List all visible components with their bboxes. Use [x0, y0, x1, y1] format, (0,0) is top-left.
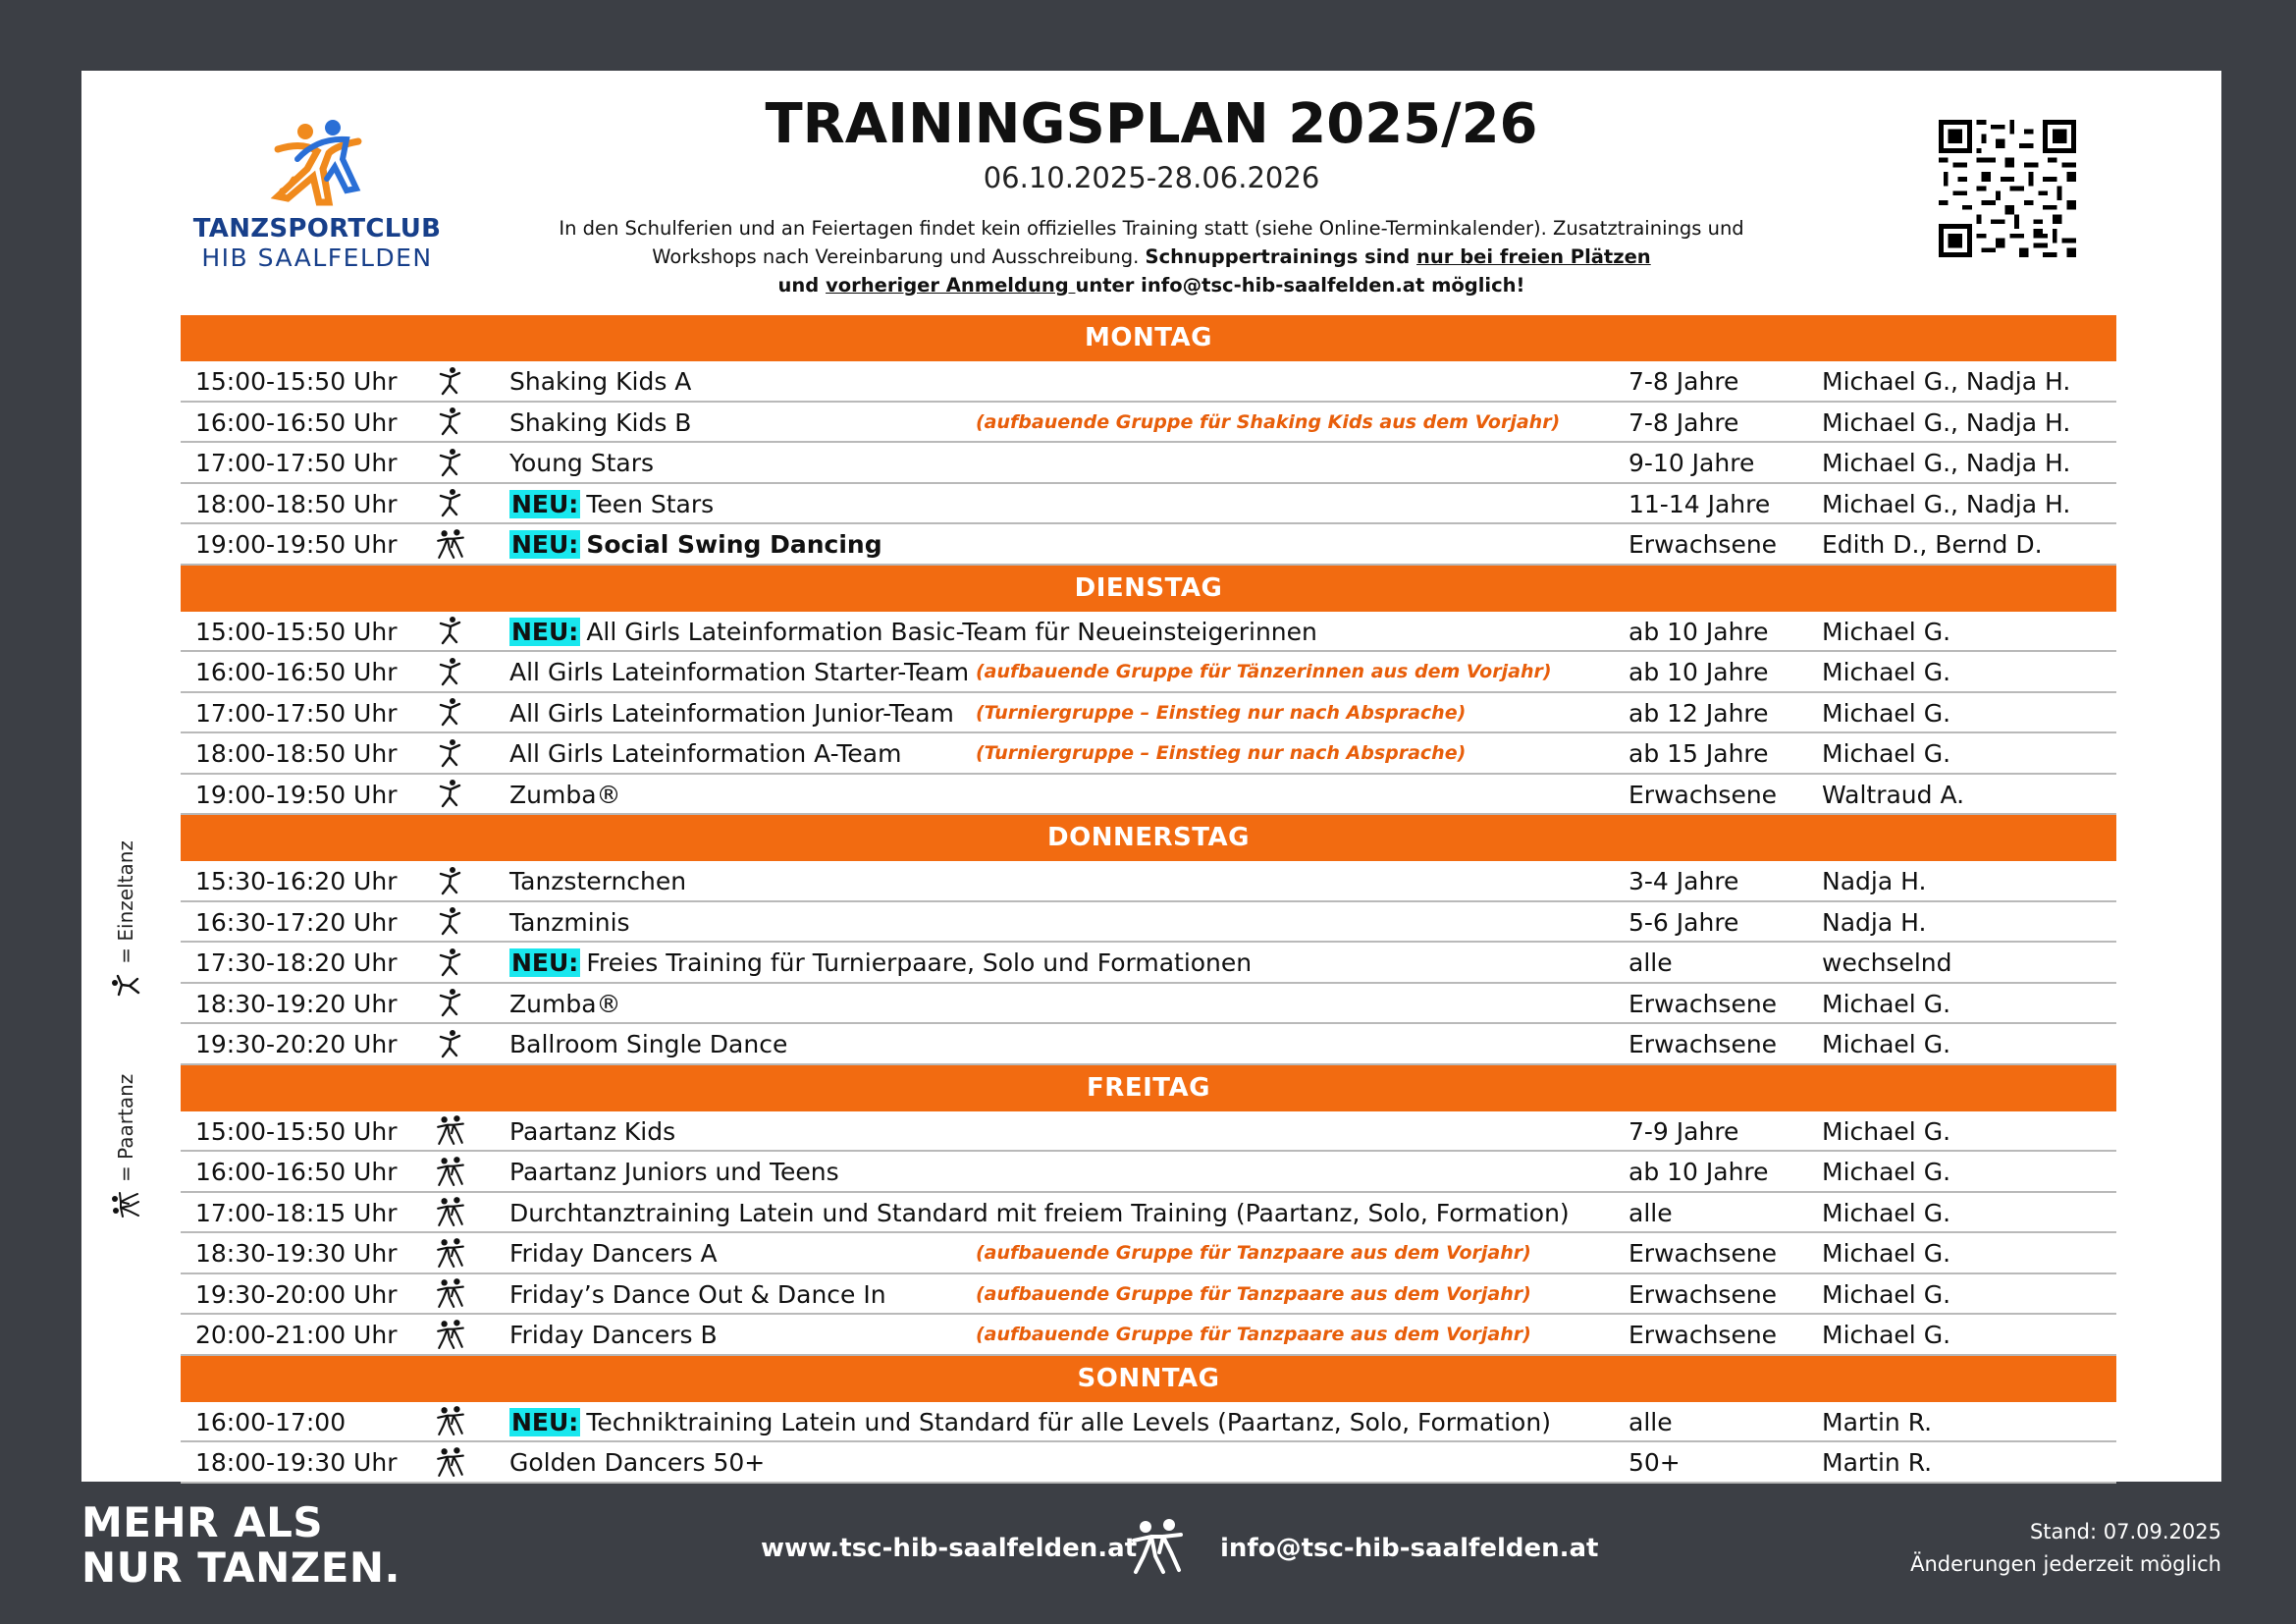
info-note: [533, 214, 1770, 299]
age-cell: ab 12 Jahre: [1629, 698, 1769, 728]
age-cell: Erwachsene: [1629, 530, 1778, 559]
course-name: Shaking Kids A: [509, 367, 692, 396]
table-row: [181, 1274, 2116, 1316]
einzeltanz-icon: [431, 861, 470, 900]
day-header: DIENSTAG: [181, 566, 2116, 612]
table-row: [181, 861, 2116, 902]
table-row: [181, 524, 2116, 566]
course-cell: [509, 1274, 886, 1314]
time-cell: 17:00-17:50 Uhr: [195, 698, 398, 728]
age-cell: 7-8 Jahre: [1629, 367, 1739, 396]
trainer-cell: Michael G.: [1822, 698, 1951, 728]
time-cell: 16:00-16:50 Uhr: [195, 658, 398, 686]
einzeltanz-icon: [431, 484, 470, 523]
course-name: All Girls Lateinformation Basic-Team für Neueinsteigerinnen: [586, 617, 1317, 646]
course-cell: [509, 902, 630, 942]
course-name: Paartanz Kids: [509, 1116, 676, 1146]
paartanz-icon: [431, 1274, 470, 1314]
website-link[interactable]: www.tsc-hib-saalfelden.at: [761, 1534, 1138, 1563]
age-cell: Erwachsene: [1629, 1279, 1778, 1309]
trainer-cell: Michael G.: [1822, 1116, 1951, 1146]
course-cell: [509, 1315, 718, 1354]
einzeltanz-icon: [431, 612, 470, 651]
trainer-cell: Edith D., Bernd D.: [1822, 530, 2043, 559]
course-name: Zumba®: [509, 780, 621, 809]
trainer-cell: Waltraud A.: [1822, 780, 1965, 809]
age-cell: Erwachsene: [1629, 780, 1778, 809]
course-cell: [509, 484, 714, 523]
age-cell: Erwachsene: [1629, 1239, 1778, 1268]
age-cell: 7-8 Jahre: [1629, 407, 1739, 437]
paartanz-icon: [431, 1315, 470, 1354]
course-note: (Turniergruppe – Einstieg nur nach Absprache): [976, 742, 1467, 764]
table-row: [181, 1152, 2116, 1193]
trainer-cell: Michael G.: [1822, 1030, 1951, 1058]
time-cell: 18:30-19:20 Uhr: [195, 989, 398, 1018]
course-cell: [509, 693, 954, 732]
page-title: TRAININGSPLAN 2025/26: [765, 92, 1538, 156]
paartanz-icon: [431, 1402, 470, 1441]
course-name: Freies Training für Turnierpaare, Solo und Formationen: [586, 948, 1253, 977]
note-line3: und vorheriger Anmeldung unter info@tsc-hib-saalfelden.at möglich!: [777, 274, 1525, 297]
course-name: Techniktraining Latein und Standard für alle Levels (Paartanz, Solo, Formation): [586, 1407, 1551, 1436]
table-row: [181, 652, 2116, 693]
time-cell: 15:30-16:20 Uhr: [195, 867, 398, 895]
time-cell: 16:00-16:50 Uhr: [195, 1158, 398, 1186]
course-name: Durchtanztraining Latein und Standard mit freiem Training (Paartanz, Solo, Formation): [509, 1198, 1570, 1227]
table-row: [181, 1233, 2116, 1274]
einzeltanz-icon: [431, 693, 470, 732]
course-name: Teen Stars: [586, 489, 715, 518]
table-row: [181, 943, 2116, 984]
table-row: [181, 1442, 2116, 1484]
course-cell: [509, 403, 691, 442]
einzeltanz-icon: [431, 361, 470, 401]
trainer-cell: Michael G., Nadja H.: [1822, 489, 2071, 518]
einzeltanz-icon: [431, 943, 470, 982]
legend-paartanz: = Paartanz: [111, 1074, 140, 1219]
course-cell: [509, 775, 621, 814]
course-cell: [509, 361, 691, 401]
paartanz-icon: [111, 1190, 140, 1219]
time-cell: 18:30-19:30 Uhr: [195, 1239, 398, 1268]
day-header: SONNTAG: [181, 1356, 2116, 1402]
trainer-cell: Michael G.: [1822, 989, 1951, 1018]
course-name: Ballroom Single Dance: [509, 1030, 788, 1058]
trainer-cell: Michael G.: [1822, 1158, 1951, 1186]
stand-info: Stand: 07.09.2025 Änderungen jederzeit möglich: [1910, 1520, 2221, 1576]
slogan: MEHR ALS NUR TANZEN.: [81, 1498, 401, 1592]
trainer-cell: Michael G.: [1822, 1321, 1951, 1349]
course-note: (aufbauende Gruppe für Tänzerinnen aus dem Vorjahr): [976, 661, 1552, 682]
course-cell: [509, 1402, 1551, 1441]
course-cell: [509, 984, 621, 1023]
schedule-sheet: [81, 71, 2221, 1482]
time-cell: 17:00-17:50 Uhr: [195, 449, 398, 477]
einzeltanz-icon: [431, 984, 470, 1023]
trainer-cell: Michael G.: [1822, 1239, 1951, 1268]
trainer-cell: Nadja H.: [1822, 867, 1927, 895]
einzeltanz-icon: [431, 902, 470, 942]
trainer-cell: wechselnd: [1822, 948, 1952, 977]
legend: [106, 670, 145, 1219]
email-link[interactable]: info@tsc-hib-saalfelden.at: [1220, 1534, 1599, 1563]
course-name: Social Swing Dancing: [586, 530, 882, 559]
table-row: [181, 612, 2116, 653]
schedule-table: [181, 315, 2116, 1484]
table-row: [181, 1024, 2116, 1065]
age-cell: 3-4 Jahre: [1629, 867, 1739, 895]
new-badge: NEU:: [511, 530, 579, 559]
time-cell: 16:00-16:50 Uhr: [195, 407, 398, 437]
course-cell: [509, 943, 1252, 982]
age-cell: 7-9 Jahre: [1629, 1116, 1739, 1146]
age-cell: ab 10 Jahre: [1629, 1158, 1769, 1186]
new-badge: NEU:: [511, 617, 579, 646]
einzeltanz-icon: [431, 443, 470, 482]
course-cell: [509, 1024, 787, 1063]
course-cell: [509, 1193, 1570, 1232]
time-cell: 18:00-19:30 Uhr: [195, 1448, 398, 1477]
day-header: MONTAG: [181, 315, 2116, 361]
course-cell: [509, 612, 1317, 651]
age-cell: 50+: [1629, 1448, 1681, 1477]
table-row: [181, 733, 2116, 775]
paartanz-icon: [1122, 1517, 1193, 1576]
course-name: Young Stars: [509, 449, 655, 477]
course-name: Tanzminis: [509, 907, 630, 937]
trainer-cell: Michael G.: [1822, 658, 1951, 686]
table-row: [181, 1315, 2116, 1356]
einzeltanz-icon: [431, 403, 470, 442]
time-cell: 20:00-21:00 Uhr: [195, 1321, 398, 1349]
paartanz-icon: [431, 1152, 470, 1191]
einzeltanz-icon: [111, 972, 140, 998]
trainer-cell: Martin R.: [1822, 1407, 1933, 1436]
trainer-cell: Michael G., Nadja H.: [1822, 407, 2071, 437]
time-cell: 19:30-20:20 Uhr: [195, 1030, 398, 1058]
course-cell: [509, 861, 686, 900]
table-row: [181, 443, 2116, 484]
course-name: Friday Dancers B: [509, 1321, 718, 1349]
course-cell: [509, 733, 901, 773]
age-cell: 9-10 Jahre: [1629, 449, 1755, 477]
paartanz-icon: [431, 1233, 470, 1272]
trainer-cell: Martin R.: [1822, 1448, 1933, 1477]
age-cell: alle: [1629, 1407, 1673, 1436]
age-cell: ab 10 Jahre: [1629, 658, 1769, 686]
time-cell: 19:30-20:00 Uhr: [195, 1279, 398, 1309]
time-cell: 17:30-18:20 Uhr: [195, 948, 398, 977]
paartanz-icon: [431, 1111, 470, 1151]
date-range: 06.10.2025-28.06.2026: [983, 161, 1320, 194]
trainer-cell: Michael G., Nadja H.: [1822, 367, 2071, 396]
trainer-cell: Nadja H.: [1822, 907, 1927, 937]
course-name: Friday’s Dance Out & Dance In: [509, 1279, 886, 1309]
paartanz-icon: [431, 1442, 470, 1482]
table-row: [181, 1193, 2116, 1234]
age-cell: 5-6 Jahre: [1629, 907, 1739, 937]
einzeltanz-icon: [431, 733, 470, 773]
note-line2: Workshops nach Vereinbarung und Ausschreibung. Schnuppertrainings sind nur bei freien Plätzen: [652, 245, 1651, 268]
course-note: (aufbauende Gruppe für Tanzpaare aus dem Vorjahr): [976, 1242, 1531, 1264]
table-row: [181, 361, 2116, 403]
age-cell: Erwachsene: [1629, 989, 1778, 1018]
trainer-cell: Michael G.: [1822, 617, 1951, 646]
note-line1: In den Schulferien und an Feiertagen findet kein offizielles Training statt (siehe Online-Terminkalender). Zusatztrainings und: [559, 217, 1744, 240]
table-row: [181, 693, 2116, 734]
time-cell: 19:00-19:50 Uhr: [195, 780, 398, 809]
course-name: Shaking Kids B: [509, 407, 692, 437]
table-row: [181, 1111, 2116, 1153]
age-cell: Erwachsene: [1629, 1321, 1778, 1349]
trainer-cell: Michael G., Nadja H.: [1822, 449, 2071, 477]
trainer-cell: Michael G.: [1822, 739, 1951, 768]
paartanz-icon: [431, 1193, 470, 1232]
logo-line1: TANZSPORTCLUB: [192, 214, 442, 244]
legend-einzeltanz: = Einzeltanz: [111, 840, 140, 998]
logo-line2: HIB SAALFELDEN: [201, 244, 433, 272]
table-row: [181, 403, 2116, 444]
einzeltanz-icon: [431, 1024, 470, 1063]
course-note: (aufbauende Gruppe für Tanzpaare aus dem Vorjahr): [976, 1282, 1531, 1305]
table-row: [181, 902, 2116, 944]
course-cell: [509, 1152, 839, 1191]
time-cell: 18:00-18:50 Uhr: [195, 739, 398, 768]
age-cell: alle: [1629, 1198, 1673, 1227]
time-cell: 16:00-17:00: [195, 1407, 347, 1436]
new-badge: NEU:: [511, 1407, 579, 1436]
einzeltanz-icon: [431, 775, 470, 814]
time-cell: 17:00-18:15 Uhr: [195, 1198, 398, 1227]
paartanz-icon: [431, 524, 470, 564]
age-cell: 11-14 Jahre: [1629, 489, 1771, 518]
trainer-cell: Michael G.: [1822, 1279, 1951, 1309]
course-cell: [509, 1442, 765, 1482]
table-row: [181, 775, 2116, 816]
einzeltanz-icon: [431, 652, 470, 691]
time-cell: 15:00-15:50 Uhr: [195, 617, 398, 646]
age-cell: ab 10 Jahre: [1629, 617, 1769, 646]
course-cell: [509, 524, 882, 564]
time-cell: 16:30-17:20 Uhr: [195, 907, 398, 937]
time-cell: 15:00-15:50 Uhr: [195, 367, 398, 396]
course-cell: [509, 1233, 718, 1272]
course-name: Zumba®: [509, 989, 621, 1018]
age-cell: Erwachsene: [1629, 1030, 1778, 1058]
day-header: DONNERSTAG: [181, 815, 2116, 861]
course-cell: [509, 652, 969, 691]
time-cell: 18:00-18:50 Uhr: [195, 489, 398, 518]
course-cell: [509, 1111, 675, 1151]
course-name: Golden Dancers 50+: [509, 1448, 766, 1477]
course-name: All Girls Lateinformation Junior-Team: [509, 698, 954, 728]
time-cell: 15:00-15:50 Uhr: [195, 1116, 398, 1146]
course-name: Tanzsternchen: [509, 867, 687, 895]
qr-code-icon[interactable]: [1939, 120, 2076, 257]
course-note: (Turniergruppe – Einstieg nur nach Absprache): [976, 701, 1467, 724]
age-cell: alle: [1629, 948, 1673, 977]
table-row: [181, 984, 2116, 1025]
course-name: Friday Dancers A: [509, 1239, 718, 1268]
course-note: (aufbauende Gruppe für Shaking Kids aus dem Vorjahr): [976, 410, 1561, 433]
new-badge: NEU:: [511, 948, 579, 977]
course-name: All Girls Lateinformation A-Team: [509, 739, 902, 768]
time-cell: 19:00-19:50 Uhr: [195, 530, 398, 559]
trainer-cell: Michael G.: [1822, 1198, 1951, 1227]
course-name: Paartanz Juniors und Teens: [509, 1158, 839, 1186]
course-cell: [509, 443, 654, 482]
table-row: [181, 1402, 2116, 1443]
course-name: All Girls Lateinformation Starter-Team: [509, 658, 970, 686]
new-badge: NEU:: [511, 489, 579, 518]
age-cell: ab 15 Jahre: [1629, 739, 1769, 768]
table-row: [181, 484, 2116, 525]
day-header: FREITAG: [181, 1065, 2116, 1111]
course-note: (aufbauende Gruppe für Tanzpaare aus dem Vorjahr): [976, 1324, 1531, 1345]
